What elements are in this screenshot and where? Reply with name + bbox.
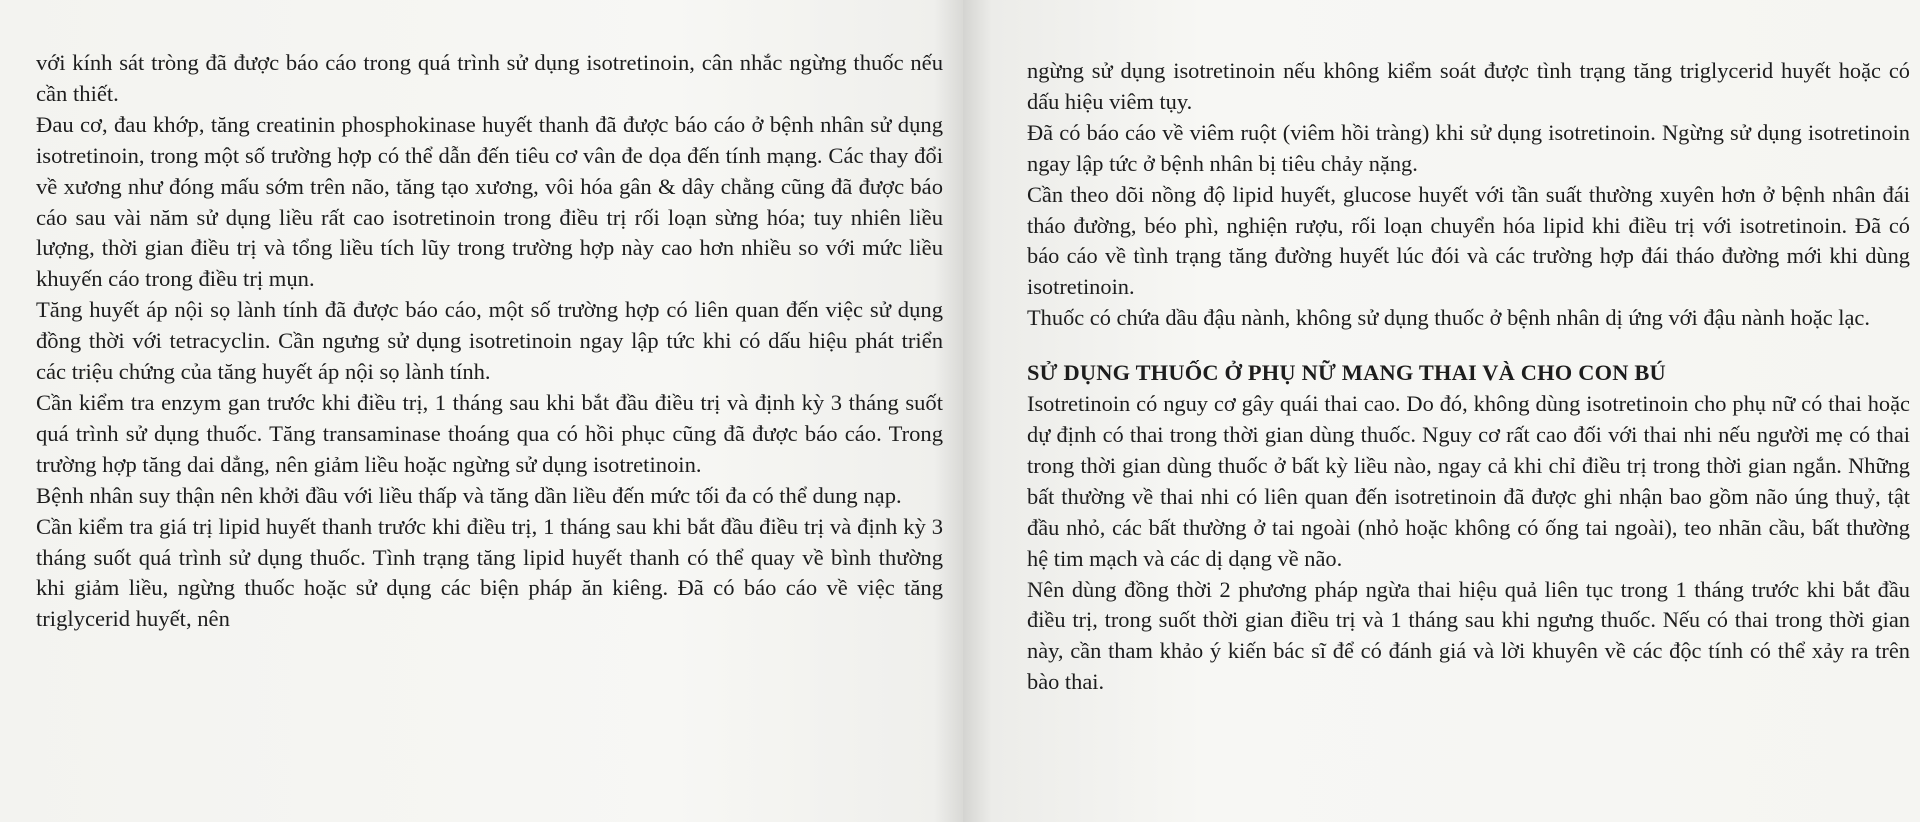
- left-paragraph-2: Đau cơ, đau khớp, tăng creatinin phosphokinase huyết thanh đã được báo cáo ở bệnh nhân sử dụng isotretinoin, trong một số trường hợp có thể dẫn đến tiêu cơ vân đe dọa đến tính mạng. Các thay đổi về xương như đóng mấu sớm trên não, tăng tạo xương, vôi hóa gân & dây chằng cũng đã được báo cáo sau vài năm sử dụng liều rất cao isotretinoin trong điều trị rối loạn sừng hóa; tuy nhiên liều lượng, thời gian điều trị và tổng liều tích lũy trong trường hợp này cao hơn nhiều so với mức liều khuyến cáo trong điều trị mụn.: [36, 111, 943, 292]
- right-paragraph-3: Cần theo dõi nồng độ lipid huyết, glucose huyết với tần suất thường xuyên hơn ở bệnh nhân đái tháo đường, béo phì, nghiện rượu, rối loạn chuyển hóa lipid khi điều trị với isotretinoin. Đã có báo cáo về tình trạng tăng đường huyết lúc đói và các trường hợp đái tháo đường mới khi dùng isotretinoin.: [1027, 181, 1910, 300]
- left-paragraph-4: Cần kiểm tra enzym gan trước khi điều trị, 1 tháng sau khi bắt đầu điều trị và định kỳ 3 tháng suốt quá trình sử dụng thuốc. Tăng transaminase thoáng qua có hồi phục cũng đã được báo cáo. Trong trường hợp tăng dai dẳng, nên giảm liều hoặc ngừng sử dụng isotretinoin.: [36, 389, 943, 477]
- right-paragraph-4: Thuốc có chứa dầu đậu nành, không sử dụng thuốc ở bệnh nhân dị ứng với đậu nành hoặc lạc.: [1027, 305, 1870, 331]
- section-heading: SỬ DỤNG THUỐC Ở PHỤ NỮ MANG THAI VÀ CHO CON BÚ: [1027, 360, 1666, 386]
- right-paragraph-5: Isotretinoin có nguy cơ gây quái thai cao. Do đó, không dùng isotretinoin cho phụ nữ có thai hoặc dự định có thai trong thời gian dùng thuốc. Nguy cơ rất cao đối với thai nhi nếu người mẹ có thai trong thời gian dùng thuốc ở bất kỳ liều nào, ngay cả khi chỉ điều trị trong thời gian ngắn. Những bất thường về thai nhi có liên quan đến isotretinoin đã được ghi nhận bao gồm não úng thuỷ, tật đầu nhỏ, các bất thường ở tai ngoài (nhỏ hoặc không có ống tai ngoài), teo nhãn cầu, bất thường hệ tim mạch và các dị dạng về não.: [1027, 391, 1910, 571]
- left-paragraph-1: với kính sát tròng đã được báo cáo trong quá trình sử dụng isotretinoin, cân nhắc ngừng thuốc nếu cần thiết.: [36, 50, 943, 106]
- right-paragraph-1: ngừng sử dụng isotretinoin nếu không kiểm soát được tình trạng tăng triglycerid huyết hoặc có dấu hiệu viêm tụy.: [1027, 58, 1910, 114]
- left-paragraph-6: Cần kiểm tra giá trị lipid huyết thanh trước khi điều trị, 1 tháng sau khi bắt đầu điều trị và định kỳ 3 tháng suốt quá trình sử dụng thuốc. Tình trạng tăng lipid huyết thanh có thể quay về bình thường khi giảm liều, ngừng thuốc hoặc sử dụng các biện pháp ăn kiêng. Đã có báo cáo về việc tăng triglycerid huyết, nên: [36, 513, 943, 632]
- right-paragraph-6: Nên dùng đồng thời 2 phương pháp ngừa thai hiệu quả liên tục trong 1 tháng trước khi bắt đầu điều trị, trong suốt thời gian điều trị và 1 tháng sau khi ngưng thuốc. Nếu có thai trong thời gian này, cần tham khảo ý kiến bác sĩ để có đánh giá và lời khuyên về các độc tính có thể xảy ra trên bào thai.: [1027, 576, 1910, 695]
- left-paragraph-3: Tăng huyết áp nội sọ lành tính đã được báo cáo, một số trường hợp có liên quan đến việc sử dụng đồng thời với tetracyclin. Cần ngưng sử dụng isotretinoin ngay lập tức khi có dấu hiệu phát triển các triệu chứng của tăng huyết áp nội sọ lành tính.: [36, 297, 943, 385]
- right-paragraph-2: Đã có báo cáo về viêm ruột (viêm hồi tràng) khi sử dụng isotretinoin. Ngừng sử dụng isotretinoin ngay lập tức ở bệnh nhân bị tiêu chảy nặng.: [1027, 119, 1910, 176]
- left-paragraph-5: Bệnh nhân suy thận nên khởi đầu với liều thấp và tăng dần liều đến mức tối đa có thể dung nạp.: [36, 482, 902, 508]
- right-page: [963, 0, 1920, 822]
